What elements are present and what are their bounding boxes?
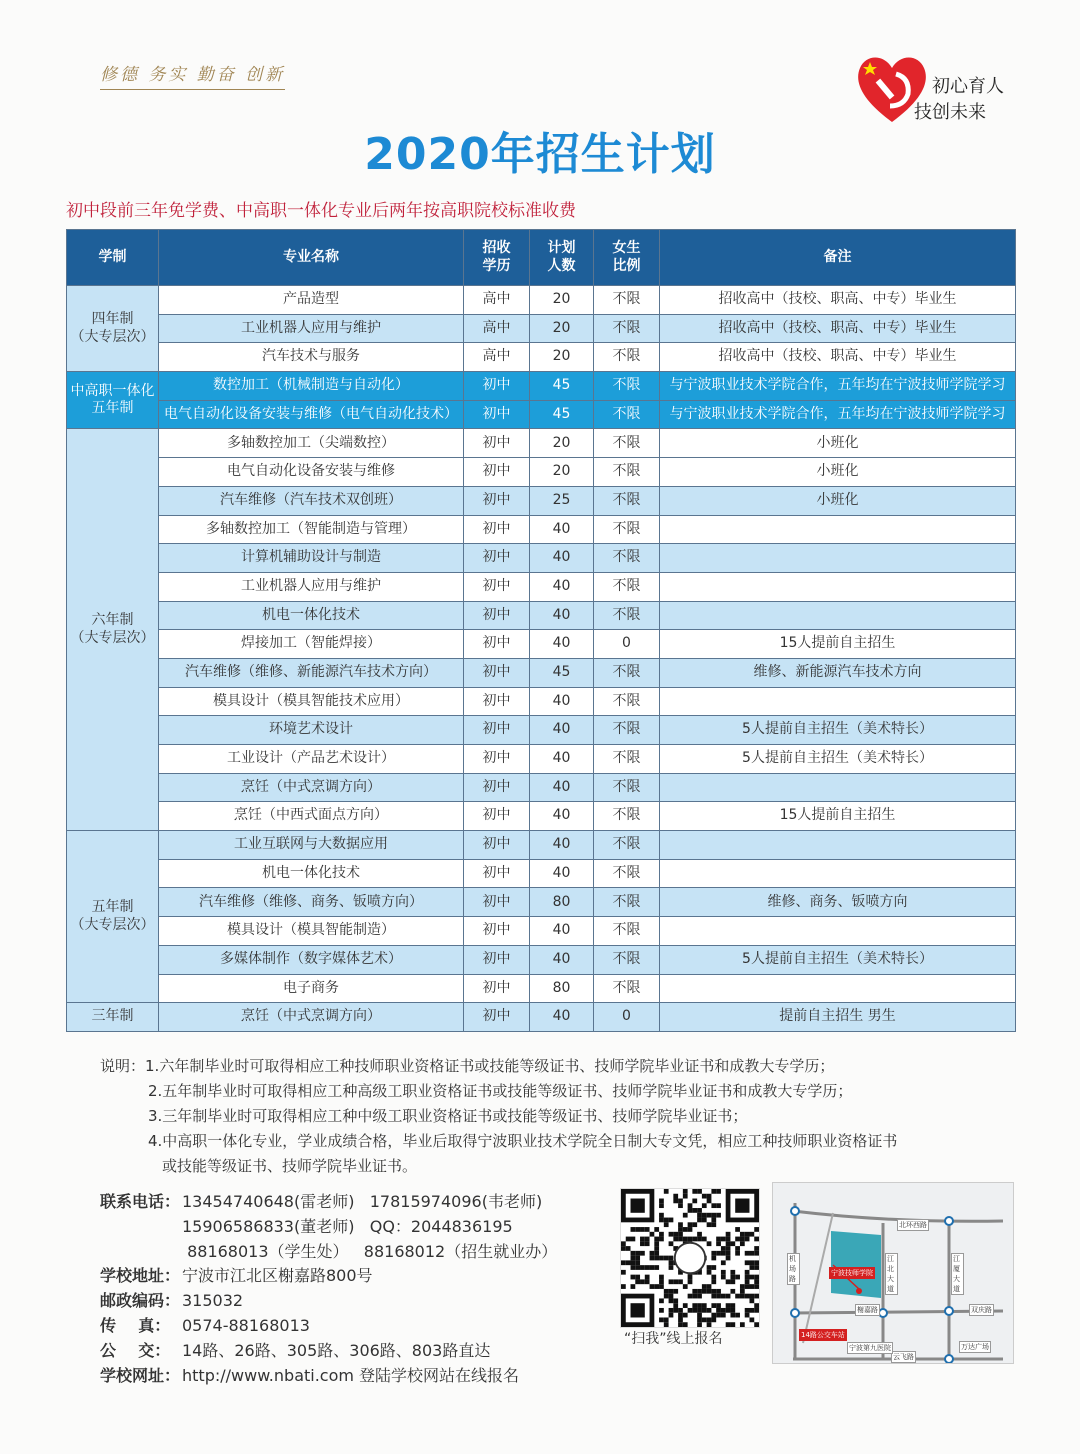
map-school-label: 宁波技师学院 xyxy=(831,1269,873,1277)
contact-section xyxy=(100,1190,557,1388)
program-length-cell: 中高职一体化 五年制 xyxy=(67,372,159,429)
header-cell: 招收 学历 xyxy=(464,230,530,286)
edu-cell: 初中 xyxy=(464,601,530,630)
note-cell xyxy=(660,544,1016,573)
table-row xyxy=(67,343,1016,372)
count-cell: 25 xyxy=(530,486,594,515)
edu-cell: 初中 xyxy=(464,831,530,860)
note-4: 4.中高职一体化专业，学业成绩合格，毕业后取得宁波职业技术学院全日制大专文凭，相应工种技师职业资格证书 xyxy=(148,1132,898,1150)
name-cell: 环境艺术设计 xyxy=(159,716,464,745)
address-value: 宁波市江北区榭嘉路800号 xyxy=(182,1266,373,1286)
female-cell: 不限 xyxy=(594,572,660,601)
female-cell: 不限 xyxy=(594,286,660,315)
map-road-label: 江北大道 xyxy=(885,1253,898,1295)
count-cell: 40 xyxy=(530,773,594,802)
fax-label: 传 真： xyxy=(100,1315,171,1335)
female-cell: 不限 xyxy=(594,773,660,802)
female-cell: 不限 xyxy=(594,400,660,429)
count-cell: 40 xyxy=(530,1003,594,1032)
website-label: 学校网址： xyxy=(100,1365,181,1385)
note-cell: 5人提前自主招生（美术特长） xyxy=(660,716,1016,745)
female-cell: 不限 xyxy=(594,486,660,515)
count-cell: 80 xyxy=(530,888,594,917)
female-cell: 0 xyxy=(594,630,660,659)
count-cell: 20 xyxy=(530,286,594,315)
edu-cell: 初中 xyxy=(464,745,530,774)
note-cell: 招收高中（技校、职高、中专）毕业生 xyxy=(660,286,1016,315)
count-cell: 20 xyxy=(530,343,594,372)
fee-subtitle: 初中段前三年免学费、中高职一体化专业后两年按高职院校标准收费 xyxy=(66,201,576,221)
count-cell: 40 xyxy=(530,572,594,601)
table-row xyxy=(67,888,1016,917)
location-map[interactable] xyxy=(772,1182,1014,1364)
table-row xyxy=(67,630,1016,659)
edu-cell: 初中 xyxy=(464,974,530,1003)
edu-cell: 初中 xyxy=(464,572,530,601)
table-row xyxy=(67,429,1016,458)
map-road-label: 北环西路 xyxy=(899,1221,927,1229)
map-hospital-label: 宁波第九医院 xyxy=(849,1344,891,1352)
edu-cell: 初中 xyxy=(464,429,530,458)
count-cell: 40 xyxy=(530,687,594,716)
note-cell: 15人提前自主招生 xyxy=(660,630,1016,659)
female-cell: 不限 xyxy=(594,831,660,860)
note-cell xyxy=(660,601,1016,630)
note-cell xyxy=(660,572,1016,601)
note-line xyxy=(100,1054,897,1079)
count-cell: 45 xyxy=(530,400,594,429)
note-cell xyxy=(660,773,1016,802)
name-cell: 工业互联网与大数据应用 xyxy=(159,831,464,860)
female-cell: 不限 xyxy=(594,544,660,573)
note-cell: 与宁波职业技术学院合作，五年均在宁波技师学院学习 xyxy=(660,400,1016,429)
edu-cell: 初中 xyxy=(464,372,530,401)
program-length-cell: 五年制 （大专层次） xyxy=(67,831,159,1003)
map-road-label: 机场路 xyxy=(787,1253,800,1285)
table-row xyxy=(67,372,1016,401)
table-header-row xyxy=(67,230,1016,286)
phone-line2: 15906586833(董老师) QQ：2044836195 xyxy=(182,1216,513,1236)
name-cell: 电气自动化设备安装与维修（电气自动化技术） xyxy=(159,400,464,429)
page-title: 2020年招生计划 xyxy=(364,129,716,180)
edu-cell: 初中 xyxy=(464,1003,530,1032)
table-row xyxy=(67,917,1016,946)
female-cell: 不限 xyxy=(594,601,660,630)
enrollment-table xyxy=(66,229,1016,1032)
count-cell: 45 xyxy=(530,658,594,687)
note-cell: 小班化 xyxy=(660,486,1016,515)
note-4-cont: 或技能等级证书、技师学院毕业证书。 xyxy=(162,1157,418,1175)
name-cell: 机电一体化技术 xyxy=(159,859,464,888)
edu-cell: 高中 xyxy=(464,314,530,343)
table-body xyxy=(67,286,1016,1032)
count-cell: 20 xyxy=(530,458,594,487)
school-motto: 修德 务实 勤奋 创新 xyxy=(100,60,285,90)
table-row xyxy=(67,658,1016,687)
name-cell: 烹饪（中式烹调方向） xyxy=(159,1003,464,1032)
count-cell: 40 xyxy=(530,945,594,974)
table-row xyxy=(67,716,1016,745)
edu-cell: 高中 xyxy=(464,343,530,372)
name-cell: 工业设计（产品艺术设计） xyxy=(159,745,464,774)
website-link[interactable]: http://www.nbati.com 登陆学校网站在线报名 xyxy=(182,1365,520,1385)
table-row xyxy=(67,745,1016,774)
qr-caption: “扫我”线上报名 xyxy=(624,1331,723,1347)
header-cell: 备注 xyxy=(660,230,1016,286)
name-cell: 电气自动化设备安装与维修 xyxy=(159,458,464,487)
female-cell: 不限 xyxy=(594,859,660,888)
note-1: 1.六年制毕业时可取得相应工种技师职业资格证书或技能等级证书、技师学院毕业证书和成教大专学历； xyxy=(145,1057,835,1075)
note-2: 2.五年制毕业时可取得相应工种高级工职业资格证书或技能等级证书、技师学院毕业证书和成教大专学历； xyxy=(148,1082,853,1100)
table-row xyxy=(67,974,1016,1003)
female-cell: 不限 xyxy=(594,515,660,544)
zip-label: 邮政编码： xyxy=(100,1291,181,1311)
name-cell: 汽车维修（维修、商务、钣喷方向） xyxy=(159,888,464,917)
edu-cell: 初中 xyxy=(464,802,530,831)
edu-cell: 初中 xyxy=(464,888,530,917)
female-cell: 不限 xyxy=(594,945,660,974)
table-row xyxy=(67,802,1016,831)
name-cell: 计算机辅助设计与制造 xyxy=(159,544,464,573)
bus-label: 公 交： xyxy=(100,1340,171,1360)
count-cell: 40 xyxy=(530,601,594,630)
note-cell: 招收高中（技校、职高、中专）毕业生 xyxy=(660,314,1016,343)
map-road-label: 江厦大道 xyxy=(951,1253,964,1295)
table-row xyxy=(67,859,1016,888)
party-logo xyxy=(852,48,1022,128)
name-cell: 多媒体制作（数字媒体艺术） xyxy=(159,945,464,974)
name-cell: 汽车维修（维修、新能源汽车技术方向） xyxy=(159,658,464,687)
female-cell: 不限 xyxy=(594,888,660,917)
count-cell: 40 xyxy=(530,515,594,544)
name-cell: 数控加工（机械制造与自动化） xyxy=(159,372,464,401)
count-cell: 20 xyxy=(530,429,594,458)
header-cell: 女生 比例 xyxy=(594,230,660,286)
edu-cell: 初中 xyxy=(464,658,530,687)
table-row xyxy=(67,458,1016,487)
count-cell: 45 xyxy=(530,372,594,401)
map-road-label: 云飞路 xyxy=(893,1353,914,1361)
table-row xyxy=(67,773,1016,802)
edu-cell: 初中 xyxy=(464,716,530,745)
count-cell: 20 xyxy=(530,314,594,343)
note-cell: 5人提前自主招生（美术特长） xyxy=(660,745,1016,774)
table-row xyxy=(67,601,1016,630)
notes-prefix: 说明： xyxy=(100,1057,146,1075)
note-cell xyxy=(660,515,1016,544)
female-cell: 不限 xyxy=(594,917,660,946)
table-row xyxy=(67,831,1016,860)
note-cell: 15人提前自主招生 xyxy=(660,802,1016,831)
count-cell: 40 xyxy=(530,544,594,573)
name-cell: 产品造型 xyxy=(159,286,464,315)
edu-cell: 初中 xyxy=(464,773,530,802)
name-cell: 焊接加工（智能焊接） xyxy=(159,630,464,659)
table-row xyxy=(67,400,1016,429)
header-cell: 专业名称 xyxy=(159,230,464,286)
female-cell: 不限 xyxy=(594,372,660,401)
table-row xyxy=(67,572,1016,601)
table-row xyxy=(67,486,1016,515)
female-cell: 不限 xyxy=(594,687,660,716)
fax-value: 0574-88168013 xyxy=(182,1315,310,1335)
logo-slogan-line2: 技创未来 xyxy=(914,102,986,123)
note-cell xyxy=(660,974,1016,1003)
map-road-label: 榭嘉路 xyxy=(857,1306,878,1314)
note-cell: 维修、商务、钣喷方向 xyxy=(660,888,1016,917)
name-cell: 机电一体化技术 xyxy=(159,601,464,630)
count-cell: 40 xyxy=(530,716,594,745)
map-bus-stop-label: 14路公交车站 xyxy=(801,1331,845,1339)
note-cell xyxy=(660,859,1016,888)
edu-cell: 初中 xyxy=(464,687,530,716)
note-cell xyxy=(660,917,1016,946)
female-cell: 不限 xyxy=(594,458,660,487)
note-cell: 小班化 xyxy=(660,458,1016,487)
edu-cell: 初中 xyxy=(464,515,530,544)
logo-slogan-line1: 初心育人 xyxy=(932,76,1004,97)
female-cell: 不限 xyxy=(594,429,660,458)
edu-cell: 初中 xyxy=(464,630,530,659)
name-cell: 模具设计（模具智能技术应用） xyxy=(159,687,464,716)
edu-cell: 初中 xyxy=(464,917,530,946)
female-cell: 不限 xyxy=(594,716,660,745)
edu-cell: 初中 xyxy=(464,859,530,888)
name-cell: 模具设计（模具智能制造） xyxy=(159,917,464,946)
edu-cell: 初中 xyxy=(464,945,530,974)
female-cell: 不限 xyxy=(594,314,660,343)
zip-value: 315032 xyxy=(182,1291,244,1311)
count-cell: 40 xyxy=(530,630,594,659)
female-cell: 不限 xyxy=(594,802,660,831)
phone-line1: 13454740648(雷老师) 17815974096(韦老师) xyxy=(182,1192,543,1211)
female-cell: 不限 xyxy=(594,658,660,687)
table-row xyxy=(67,314,1016,343)
note-cell: 招收高中（技校、职高、中专）毕业生 xyxy=(660,343,1016,372)
edu-cell: 初中 xyxy=(464,400,530,429)
edu-cell: 初中 xyxy=(464,458,530,487)
notes-section xyxy=(100,1054,897,1179)
qr-code-icon xyxy=(621,1189,759,1327)
program-length-cell: 六年制 （大专层次） xyxy=(67,429,159,831)
header-cell: 学制 xyxy=(67,230,159,286)
note-cell: 5人提前自主招生（美术特长） xyxy=(660,945,1016,974)
note-3: 3.三年制毕业时可取得相应工种中级工职业资格证书或技能等级证书、技师学院毕业证书； xyxy=(148,1107,748,1125)
name-cell: 多轴数控加工（尖端数控） xyxy=(159,429,464,458)
map-road-label: 双庆路 xyxy=(971,1306,992,1314)
count-cell: 40 xyxy=(530,859,594,888)
count-cell: 40 xyxy=(530,917,594,946)
table-row xyxy=(67,544,1016,573)
qr-code[interactable] xyxy=(620,1188,760,1328)
table-row xyxy=(67,687,1016,716)
female-cell: 0 xyxy=(594,1003,660,1032)
count-cell: 80 xyxy=(530,974,594,1003)
note-cell: 提前自主招生 男生 xyxy=(660,1003,1016,1032)
edu-cell: 初中 xyxy=(464,486,530,515)
edu-cell: 高中 xyxy=(464,286,530,315)
table-row xyxy=(67,1003,1016,1032)
name-cell: 烹饪（中西式面点方向） xyxy=(159,802,464,831)
female-cell: 不限 xyxy=(594,343,660,372)
note-cell: 小班化 xyxy=(660,429,1016,458)
table-row xyxy=(67,515,1016,544)
note-cell: 维修、新能源汽车技术方向 xyxy=(660,658,1016,687)
phone-line3: 88168013（学生处） 88168012（招生就业办） xyxy=(182,1241,558,1261)
name-cell: 多轴数控加工（智能制造与管理） xyxy=(159,515,464,544)
female-cell: 不限 xyxy=(594,974,660,1003)
address-label: 学校地址： xyxy=(100,1266,181,1286)
phone-label: 联系电话： xyxy=(100,1192,181,1211)
name-cell: 工业机器人应用与维护 xyxy=(159,314,464,343)
name-cell: 工业机器人应用与维护 xyxy=(159,572,464,601)
table-row xyxy=(67,945,1016,974)
name-cell: 烹饪（中式烹调方向） xyxy=(159,773,464,802)
name-cell: 汽车维修（汽车技术双创班） xyxy=(159,486,464,515)
name-cell: 汽车技术与服务 xyxy=(159,343,464,372)
program-length-cell: 三年制 xyxy=(67,1003,159,1032)
female-cell: 不限 xyxy=(594,745,660,774)
note-cell xyxy=(660,831,1016,860)
program-length-cell: 四年制 （大专层次） xyxy=(67,286,159,372)
name-cell: 电子商务 xyxy=(159,974,464,1003)
edu-cell: 初中 xyxy=(464,544,530,573)
note-cell xyxy=(660,687,1016,716)
note-cell: 与宁波职业技术学院合作，五年均在宁波技师学院学习 xyxy=(660,372,1016,401)
count-cell: 40 xyxy=(530,831,594,860)
map-mall-label: 万达广场 xyxy=(961,1343,989,1351)
table-row xyxy=(67,286,1016,315)
count-cell: 40 xyxy=(530,745,594,774)
bus-value: 14路、26路、305路、306路、803路直达 xyxy=(182,1340,491,1360)
count-cell: 40 xyxy=(530,802,594,831)
header-cell: 计划 人数 xyxy=(530,230,594,286)
